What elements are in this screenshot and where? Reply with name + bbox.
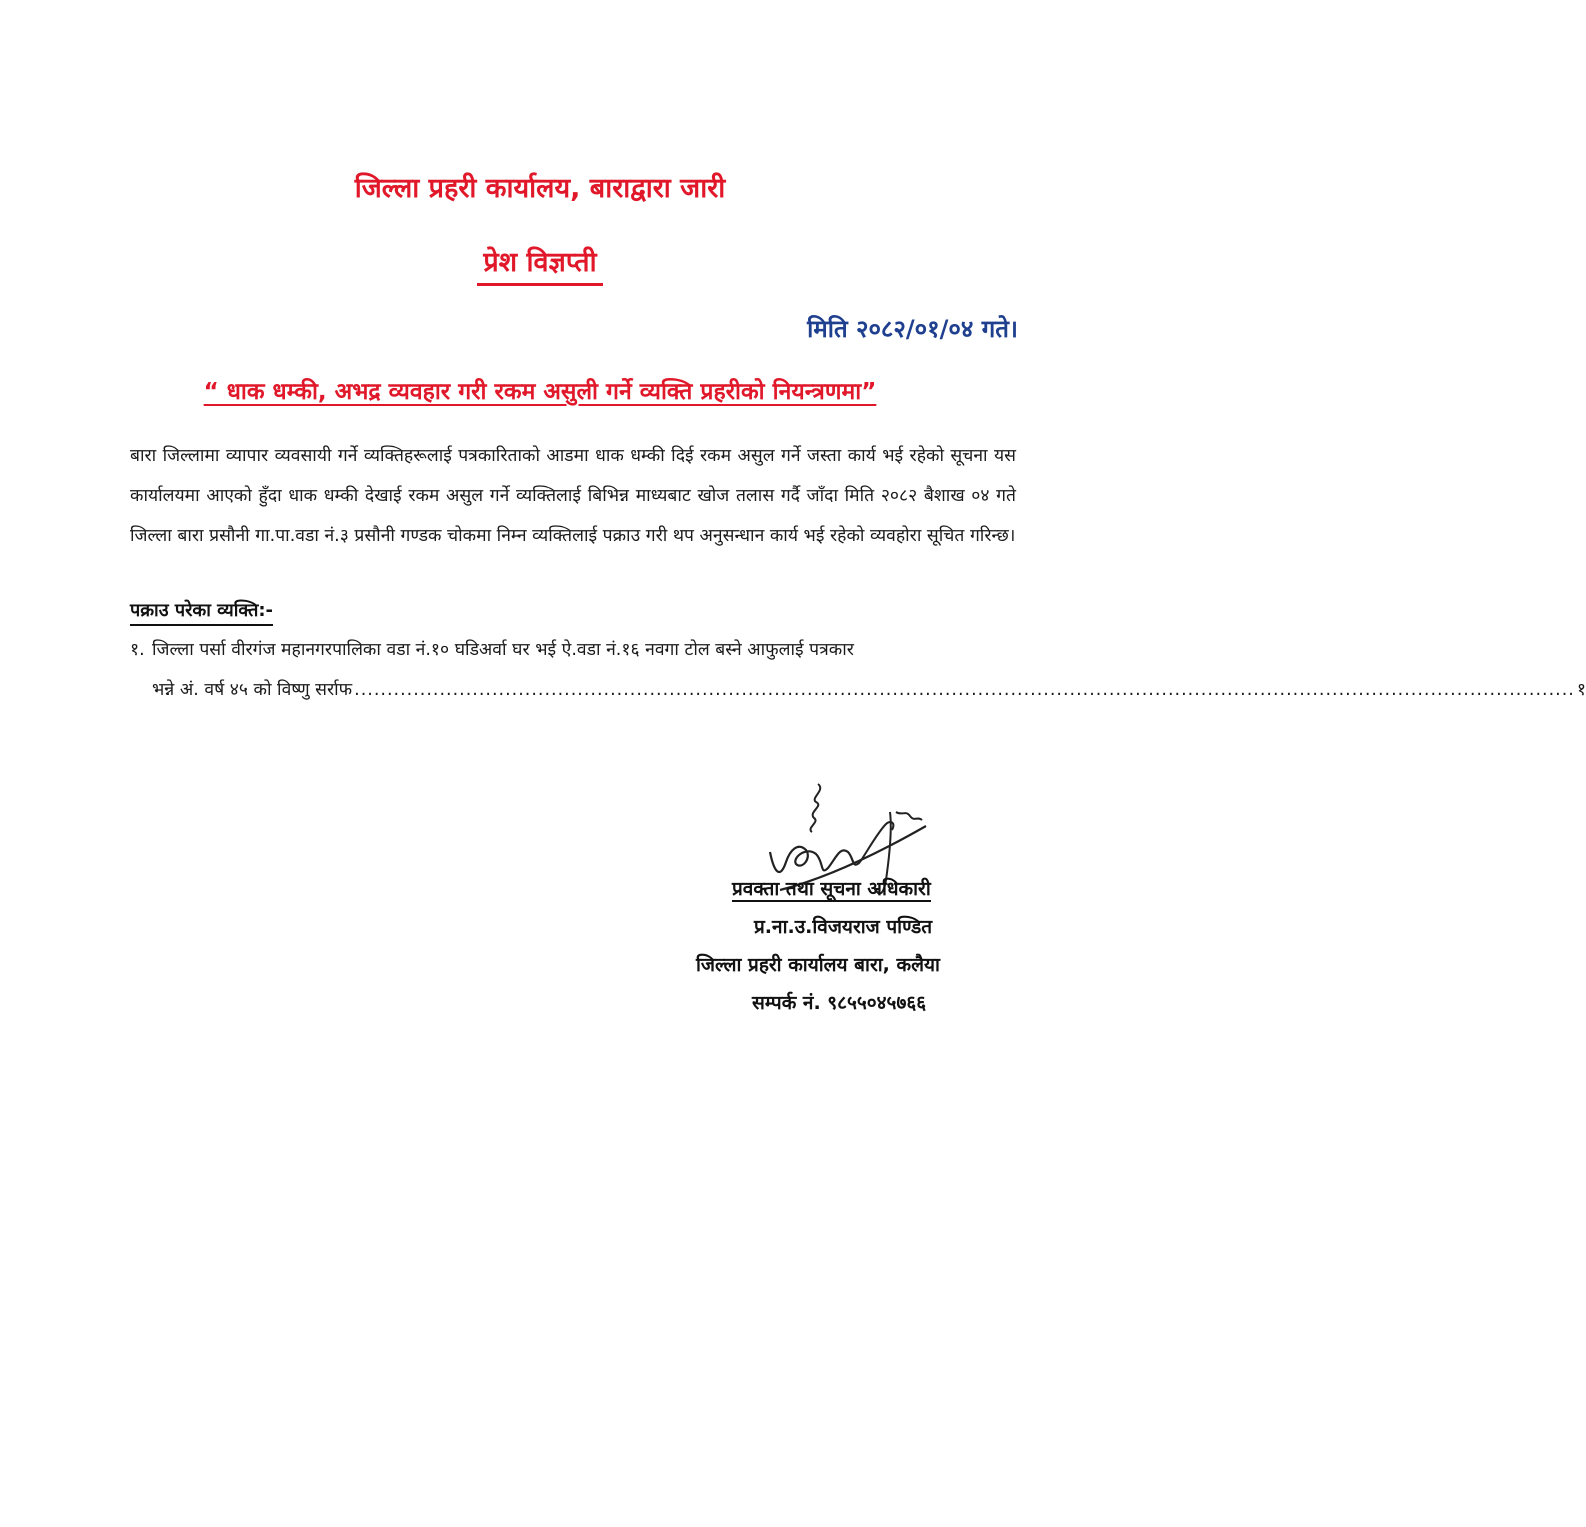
person-line-1 (130, 630, 1016, 670)
signatory-contact: सम्पर्क नं. ९८५५०४५७६६ (752, 992, 927, 1014)
headline: “ धाक धम्की, अभद्र व्यवहार गरी रकम असुली गर्ने व्यक्ति प्रहरीको नियन्त्रणमा” (203, 379, 877, 405)
person-name: भन्ने अं. वर्ष ४५ को विष्णु सर्राफ (152, 680, 353, 700)
arrested-person-item (130, 630, 1586, 710)
office-title: जिल्ला प्रहरी कार्यालय, बाराद्वारा जारी (354, 173, 726, 204)
signatory-designation: प्रवक्ता तथा सूचना अधिकारी (732, 878, 931, 900)
press-release-title: प्रेश विज्ञप्ती (477, 242, 602, 286)
person-line-2 (130, 670, 1586, 710)
arrested-heading: पक्राउ परेका व्यक्ति:- (130, 598, 273, 626)
person-address: जिल्ला पर्सा वीरगंज महानगरपालिका वडा नं.१० घडिअर्वा घर भई ऐ.वडा नं.१६ नवगा टोल बस्ने आफुलाई पत्रकार (152, 640, 854, 660)
press-release-title-wrap (0, 242, 1080, 286)
dot-leader: .......................................................................................................................................................................................... (354, 680, 1575, 700)
body-paragraph: बारा जिल्लामा व्यापार व्यवसायी गर्ने व्यक्तिहरूलाई पत्रकारिताको आडमा धाक धम्की दिई रकम असुल गर्ने जस्ता कार्य भई रहेको सूचना यस कार्यालयमा आएको हुँदा धाक धम्की देखाई रकम असुल गर्ने व्यक्तिलाई बिभिन्न माध्यबाट खोज तलास गर्दै जाँदा मिति २०८२ बैशाख ०४ गते जिल्ला बारा प्रसौनी गा.पा.वडा नं.३ प्रसौनी गण्डक चोकमा निम्न व्यक्तिलाई पक्राउ गरी थप अनुसन्धान कार्य भई रहेको व्यवहोरा सूचित गरिन्छ। (130, 446, 1016, 546)
headline-wrap (0, 374, 1080, 406)
signatory-name: प्र.ना.उ.विजयराज पण्डित (754, 916, 933, 938)
release-date: मिति २०८२/०१/०४ गते। (807, 315, 1018, 343)
person-number: १. (130, 640, 145, 660)
signatory-designation-row (660, 870, 1040, 908)
signatory-block (660, 870, 1040, 1022)
signatory-office: जिल्ला प्रहरी कार्यालय बारा, कलैया (696, 954, 940, 976)
person-count: १ (1576, 680, 1586, 700)
